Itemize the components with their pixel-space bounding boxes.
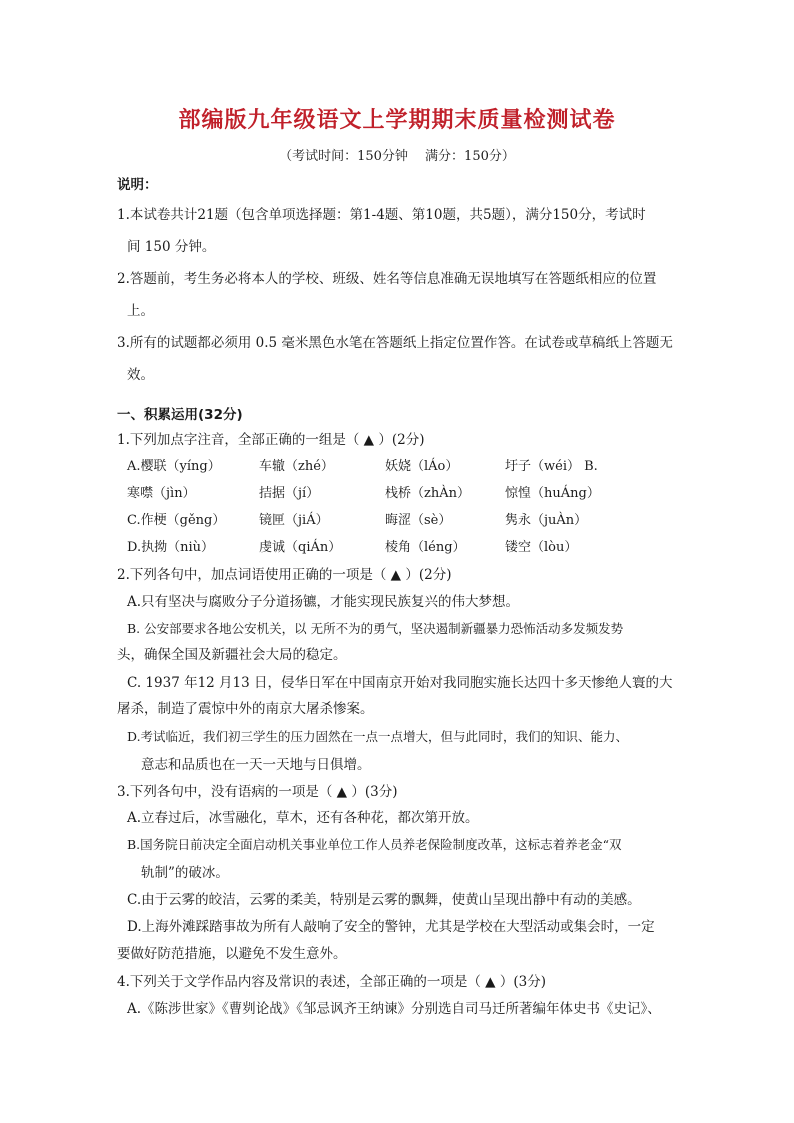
question-1-stem: 1.下列加点字注音，全部正确的一组是（ ▲ ）(2分) [117, 432, 425, 448]
q3-option-b-line-1: B.国务院日前决定全面启动机关事业单位工作人员养老保险制度改革，这标志着养老金“双 [127, 837, 622, 852]
q2-option-c-line-2: 屠杀，制造了震惊中外的南京大屠杀惨案。 [117, 701, 374, 717]
question-4-stem: 4.下列关于文学作品内容及常识的表述，全部正确的一项是（ ▲ ）(3分) [117, 974, 546, 990]
q4-option-a: A.《陈涉世家》《曹刿论战》《邹忌讽齐王纳谏》分别选自司马迁所著编年体史书《史记》、 [127, 1001, 661, 1017]
q1-option-cell: D.执拗（niù） [127, 540, 214, 555]
q1-option-cell: 栈桥（zhÀn） [385, 486, 470, 501]
instruction-2-line-1: 2.答题前，考生务必将本人的学校、班级、姓名等信息准确无误地填写在答题纸相应的位置 [117, 271, 657, 287]
instructions-heading: 说明： [117, 177, 158, 193]
q3-option-c: C.由于云雾的皎洁，云雾的柔美，特别是云雾的飘舞，使黄山呈现出静中有动的美感。 [127, 892, 641, 908]
q2-option-a: A.只有坚决与腐败分子分道扬镳，才能实现民族复兴的伟大梦想。 [127, 594, 520, 610]
q1-option-cell: 晦涩（sè） [385, 513, 452, 528]
instruction-3-line-2: 效。 [127, 367, 154, 383]
q1-option-cell: 圩子（wéi） B. [505, 459, 598, 474]
q2-option-d-line-2: 意志和品质也在一天一天地与日俱增。 [141, 757, 371, 773]
q1-option-cell: 惊惶（huÁng） [505, 486, 600, 501]
instruction-3-line-1: 3.所有的试题都必须用 0.5 毫米黑色水笔在答题纸上指定位置作答。在试卷或草稿纸上答题无 [117, 335, 673, 351]
question-2-stem: 2.下列各句中，加点词语使用正确的一项是（ ▲ ）(2分) [117, 567, 452, 583]
q3-option-d-line-2: 要做好防范措施，以避免不发生意外。 [117, 946, 347, 962]
q1-option-cell: 车辙（zhé） [259, 459, 334, 474]
instruction-1-line-1: 1.本试卷共计21题（包含单项选择题：第1-4题、第10题，共5题），满分150分，考试时 [117, 207, 646, 223]
q1-option-cell: C.作梗（gěng） [127, 513, 226, 528]
q3-option-b-line-2: 轨制”的破冰。 [141, 865, 229, 881]
exam-title: 部编版九年级语文上学期期末质量检测试卷 [178, 108, 616, 133]
q1-option-cell: 寒噤（jìn） [127, 486, 196, 501]
q1-option-cell: 镂空（lòu） [505, 540, 578, 555]
q1-option-cell: 虔诚（qiÁn） [259, 540, 342, 555]
q1-option-cell: 隽永（juÀn） [505, 513, 588, 528]
q2-option-d-line-1: D.考试临近，我们初三学生的压力固然在一点一点增大，但与此同时，我们的知识、能力、 [127, 729, 629, 744]
q1-option-cell: 拮据（jí） [259, 486, 320, 501]
question-3-stem: 3.下列各句中，没有语病的一项是（ ▲ ）(3分) [117, 784, 398, 800]
q3-option-a: A.立春过后，冰雪融化，草木，还有各种花，都次第开放。 [127, 810, 479, 826]
q2-option-b-line-2: 头，确保全国及新疆社会大局的稳定。 [117, 647, 347, 663]
q1-option-cell: 妖娆（lÁo） [385, 459, 459, 474]
q3-option-d-line-1: D.上海外滩踩踏事故为所有人敲响了安全的警钟，尤其是学校在大型活动或集会时，一定 [127, 919, 655, 935]
q1-option-cell: 镜匣（jiÁ） [259, 513, 329, 528]
q1-option-cell: 棱角（léng） [385, 540, 466, 555]
q1-option-cell: A.樱联（yíng） [127, 459, 221, 474]
instruction-1-line-2: 间 150 分钟。 [127, 239, 216, 255]
q2-option-b-line-1: B. 公安部要求各地公安机关，以 无所不为的勇气，坚决遏制新疆暴力恐怖活动多发频发势 [127, 621, 624, 636]
exam-subtitle: （考试时间：150分钟 满分：150分） [279, 149, 515, 164]
q2-option-c-line-1: C. 1937 年12 月13 日，侵华日军在中国南京开始对我同胞实施长达四十多天惨绝人寰的大 [127, 675, 673, 691]
section-1-heading: 一、积累运用(32分) [117, 407, 243, 423]
instruction-2-line-2: 上。 [127, 303, 154, 319]
